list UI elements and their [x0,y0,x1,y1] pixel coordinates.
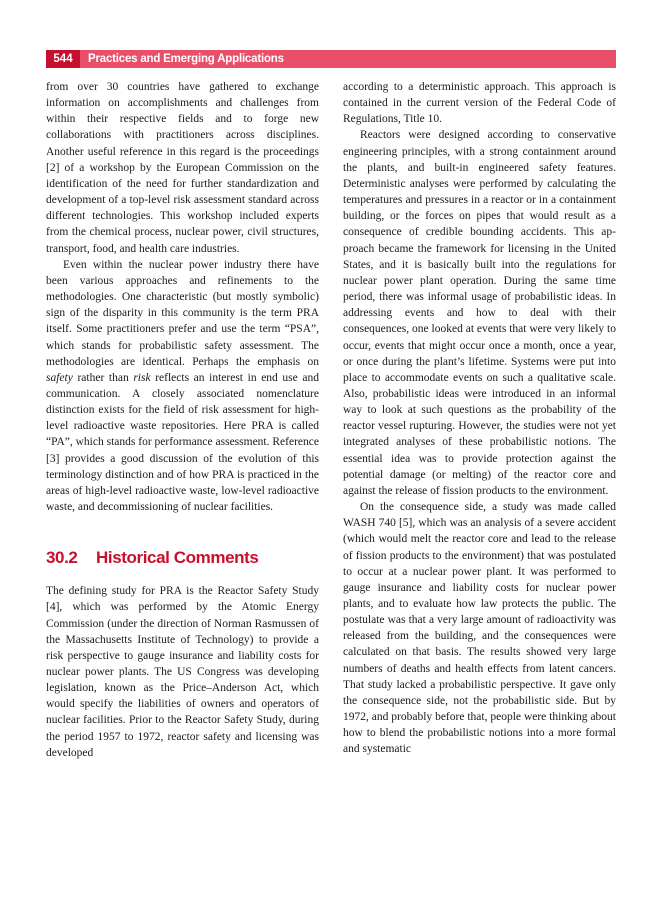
running-title: Practices and Emerging Applications [88,53,284,65]
section-title: Historical Comments [96,548,259,568]
right-column [343,79,616,758]
running-header [46,50,616,68]
paragraph-wash-740: On the consequence side, a study was made called WASH 740 [5], which was an analysis of a severe accident (which would melt the reactor core and lead to the release of fission products to the environment) that was postulated to occur at a nuclear power plant. It was performed to gauge insurance and liability costs for nuclear power plants, and to evaluate how law protects the public. The postulate was that a very large amount of radioactivity was released from the building, and the consequences were calculated on that basis. The results showed very large numbers of deaths and health effects from latent cancers. That study lacked a probabilistic perspective. It gave only the consequence side, not the probabilistic side. But by 1972, and probably before that, people were thinking about how to blend the probabilistic notions into a more formal and systematic [343,501,616,756]
paragraph-text: reflects an interest in end use and communication. A closely associated nomenclature distinction exists for the field of risk assessment for high-level radioactive waste repositories. Here PRA is called “PA”, which stands for performance assessment. Reference [3] provides a good discussion of the evolution of this terminology distinction and of how PRA is practiced in the areas of high-level radioactive waste, low-level radioactive waste, and decommissioning of nuclear facilities. [46,371,319,514]
emphasis-risk: risk [133,371,151,384]
paragraph-reactor-safety-study: The defining study for PRA is the Reactor Safety Study [4], which was performed by the Atomic Energy Commission (under the direction of Norman Rasmussen of the Massachusetts Institute of Technology) to provide a risk perspective to gauge insurance and liability costs for nuclear power plants. The US Congress was developing legislation, known as the Price–Anderson Act, which would specify the liabilities of owners and operators of nuclear facilities. Prior to the Reactor Safety Study, during the period 1957 to 1972, reactor safety and licensing was developed [46,585,319,759]
section-number: 30.2 [46,548,78,568]
paragraph-deterministic: according to a deterministic approach. This approach is contained in the current version of the Federal Code of Regulations, Title 10. [343,81,616,126]
page-number: 544 [46,50,80,68]
emphasis-safety: safety [46,371,73,384]
paragraph-text: Even within the nuclear power industry there have been various approaches and refinements to the methodologies. One characteristic (but mostly symbolic) sign of the disparity in this community is the term PRA itself. Some practitioners prefer and use the term “PSA”, which stands for probabilistic safety assessment. The methodologies are identical. Perhaps the emphasis on [46,258,319,368]
paragraph-text: rather than [72,371,134,384]
paragraph-continued: from over 30 countries have gathered to exchange information on accomplishments and challenges from within their respective fields and to forge new collaborations with practitioners across disciplines. Another useful reference in this regard is the proceedings [2] of a workshop by the European Commission on the identification of the need for further standardization and development of a top-level risk assessment standard across different technologies. This workshop included experts from the chemical process, nuclear power, civil structures, transport, food, and health care industries. [46,81,319,255]
left-column [46,79,319,761]
paragraph-terminology [46,257,319,516]
section-heading [46,548,319,568]
paragraph-reactor-design: Reactors were designed according to conservative engineering principles, with a strong containment around the plants, and built-in engineered safety features. Deterministic analyses were performed by calculating the temperatures and pressures in a reactor or in a containment building, or the forces on pipes that would result as a consequence of credible bounding accidents. This approach became the framework for licensing in the United States, and it is basically built into the regulations for nuclear power plant operation. During the same time period, there was informal usage of probabilistic ideas. In addressing events and how to deal with their consequences, one looked at events that were very likely to occur, events that might occur once a month, once a year, or once during the plant’s lifetime. Systems were put into place to accommodate events on such a qualitative scale. Also, probabilistic ideas were introduced in an informal way to look at such questions as the probability of the reactor vessel rupturing. However, the studies were not yet integrated analyses of these probabilistic notions. The essential idea was to provide protection against the potential damage (or melting) of the reactor core and against the release of fission products to the environment. [343,129,616,497]
